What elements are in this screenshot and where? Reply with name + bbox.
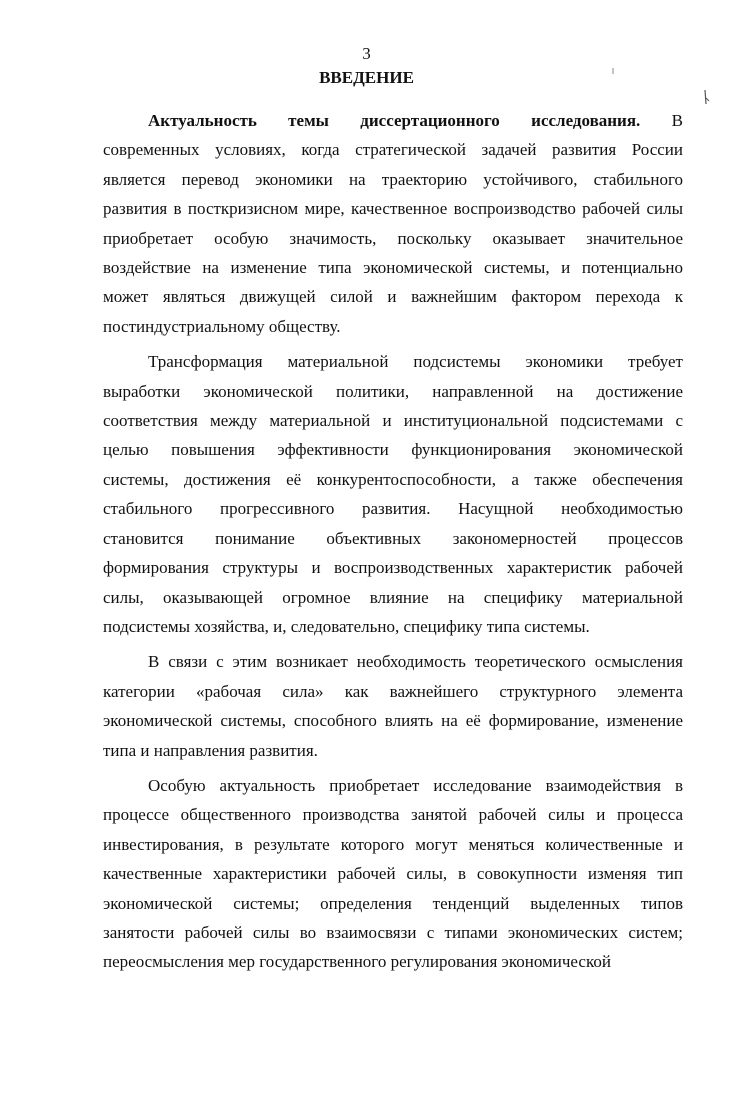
line-text: соответствия между материальной и институциональной подсистемами с: [103, 411, 683, 431]
line-text: является перевод экономики на траекторию устойчивого, стабильного: [103, 169, 683, 189]
line-text: постиндустриальному обществу.: [103, 316, 341, 336]
line-text: воздействие на изменение типа экономической системы, и потенциально: [103, 258, 683, 278]
line-text: развития в посткризисном мире, качественное воспроизводство рабочей силы: [103, 199, 683, 219]
line-text: формирования структуры и воспроизводственных характеристик рабочей: [103, 558, 683, 578]
scan-speck: [706, 98, 709, 101]
line-text: В: [640, 111, 683, 130]
line-text: процессе общественного производства занятой рабочей силы и процесса: [103, 805, 683, 825]
line-text: экономической системы, способного влиять на её формирование, изменение: [103, 711, 683, 731]
line-text: экономической системы; определения тенденций выделенных типов: [103, 893, 683, 913]
scan-speck: [705, 90, 706, 104]
line-text: системы, достижения её конкурентоспособности, а также обеспечения: [103, 469, 683, 489]
line-text: становится понимание объективных закономерностей процессов: [103, 528, 683, 548]
line-text: выработки экономической политики, направленной на достижение: [103, 381, 683, 401]
line-text: подсистемы хозяйства, и, следовательно, специфику типа системы.: [103, 616, 590, 636]
line-text: В связи с этим возникает необходимость теоретического осмысления: [148, 652, 683, 672]
page-number: 3: [362, 44, 371, 63]
line-text: современных условиях, когда стратегической задачей развития России: [103, 140, 683, 160]
line-text: приобретает особую значимость, поскольку оказывает значительное: [103, 228, 683, 248]
line-text: категории «рабочая сила» как важнейшего структурного элемента: [103, 681, 683, 701]
line-text: целью повышения эффективности функционирования экономической: [103, 440, 683, 460]
line-text: силы, оказывающей огромное влияние на специфику материальной: [103, 587, 683, 607]
section-heading: ВВЕДЕНИЕ: [319, 68, 414, 87]
line-text: Трансформация материальной подсистемы экономики требует: [148, 352, 683, 372]
line-text: Особую актуальность приобретает исследование взаимодействия в: [148, 775, 683, 795]
bold-phrase: Актуальность темы диссертационного исследования.: [148, 111, 641, 130]
line-text: инвестирования, в результате которого могут меняться количественные и: [103, 834, 683, 854]
line-text: занятости рабочей силы во взаимосвязи с типами экономических систем;: [103, 922, 683, 942]
line-text: качественные характеристики рабочей силы, в совокупности изменяя тип: [103, 864, 683, 884]
line-text: переосмысления мер государственного регулирования экономической: [103, 952, 611, 972]
line-text: может являться движущей силой и важнейшим фактором перехода к: [103, 287, 683, 307]
line-text: типа и направления развития.: [103, 740, 318, 760]
line-text: стабильного прогрессивного развития. Насущной необходимостью: [103, 499, 683, 519]
